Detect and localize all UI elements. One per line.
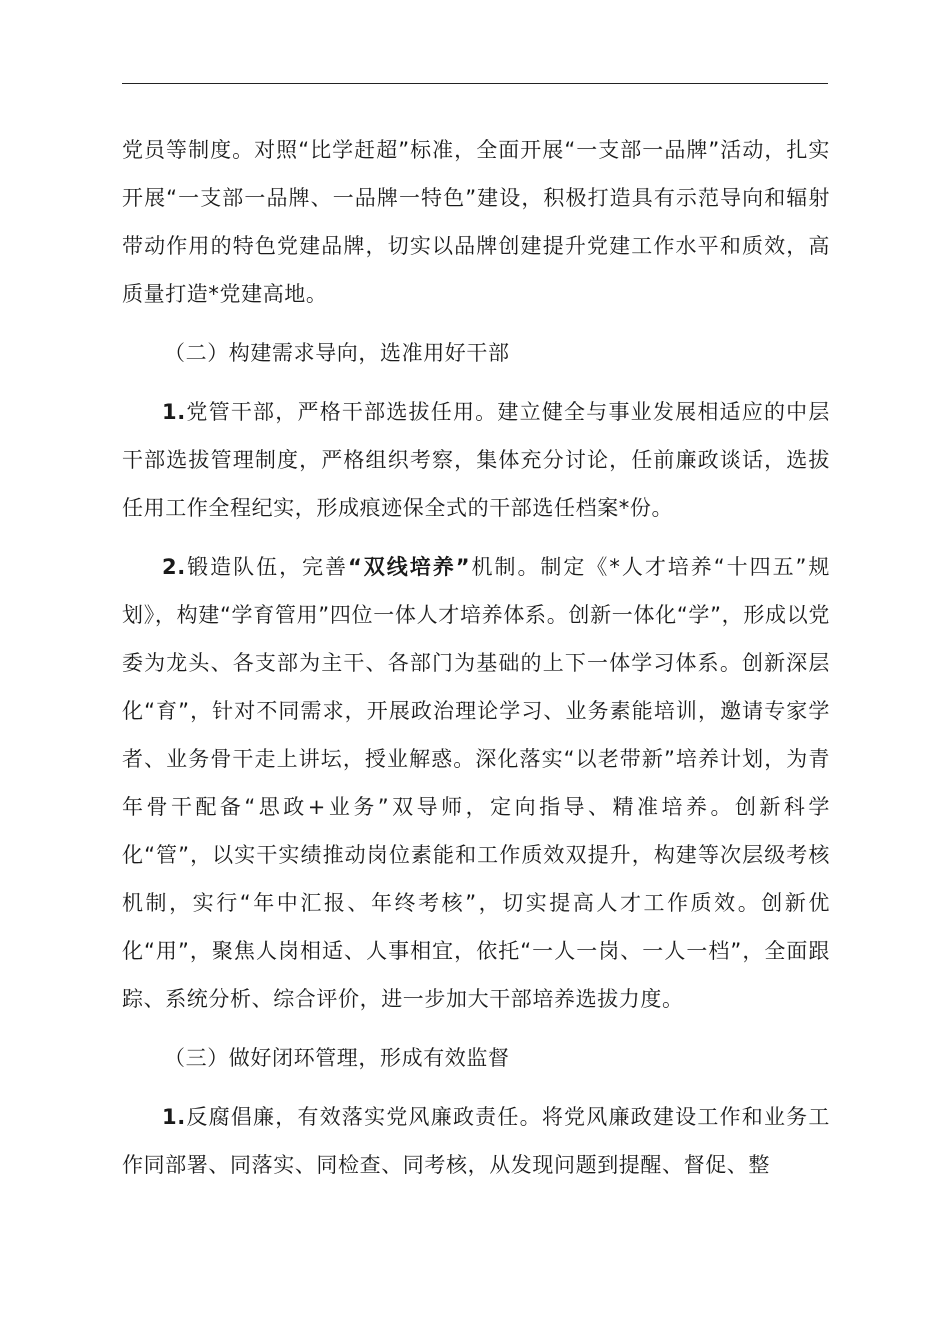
item-text: 机制。制定《*人才培养“十四五”规划》，构建“学育管用”四位一体人才培养体系。创新一体化“学”，形成以党委为龙头、各支部为主干、各部门为基础的上下一体学习体系。创新深层化“育”，针对不同需求，开展政治理论学习、业务素能培训，邀请专家学者、业务骨干走上讲坛，授业解惑。深化落实“以老带新”培养计划，为青年骨干配备“思政+业务”双导师，定向指导、精准培养。创新科学化“管”，以实干实绩推动岗位素能和工作质效双提升，构建等次层级考核机制，实行“年中汇报、年终考核”，切实提高人才工作质效。创新优化“用”，聚焦人岗相适、人事相宜，依托“一人一岗、一人一档”，全面跟踪、系统分析、综合评价，进一步加大干部培养选拔力度。 [122, 555, 831, 1011]
item-number: 1. [162, 400, 186, 424]
item-bold-phrase: “双线培养” [348, 555, 471, 579]
paragraph-item-2 [122, 543, 830, 1023]
item-number: 2. [162, 555, 186, 579]
item-lead: 锻造队伍，完善 [185, 555, 349, 579]
section-heading-2: （二）构建需求导向，选准用好干部 [164, 341, 510, 365]
paragraph-continuation: 党员等制度。对照“比学赶超”标准，全面开展“一支部一品牌”活动，扎实开展“一支部一品牌、一品牌一特色”建设，积极打造具有示范导向和辐射带动作用的特色党建品牌，切实以品牌创建提升党建工作水平和质效，高质量打造*党建高地。 [122, 138, 830, 306]
paragraph-item-1 [122, 388, 830, 532]
header-rule [122, 83, 828, 84]
item-text: 党管干部，严格干部选拔任用。建立健全与事业发展相适应的中层干部选拔管理制度，严格组织考察，集体充分讨论，任前廉政谈话，选拔任用工作全程纪实，形成痕迹保全式的干部选任档案*份。 [122, 400, 830, 520]
section-heading-3: （三）做好闭环管理，形成有效监督 [164, 1046, 510, 1070]
paragraph-item-3-1 [122, 1093, 830, 1189]
document-body [122, 126, 830, 1189]
item-text: 反腐倡廉，有效落实党风廉政责任。将党风廉政建设工作和业务工作同部署、同落实、同检查、同考核，从发现问题到提醒、督促、整 [122, 1105, 830, 1177]
item-number: 1. [162, 1105, 186, 1129]
